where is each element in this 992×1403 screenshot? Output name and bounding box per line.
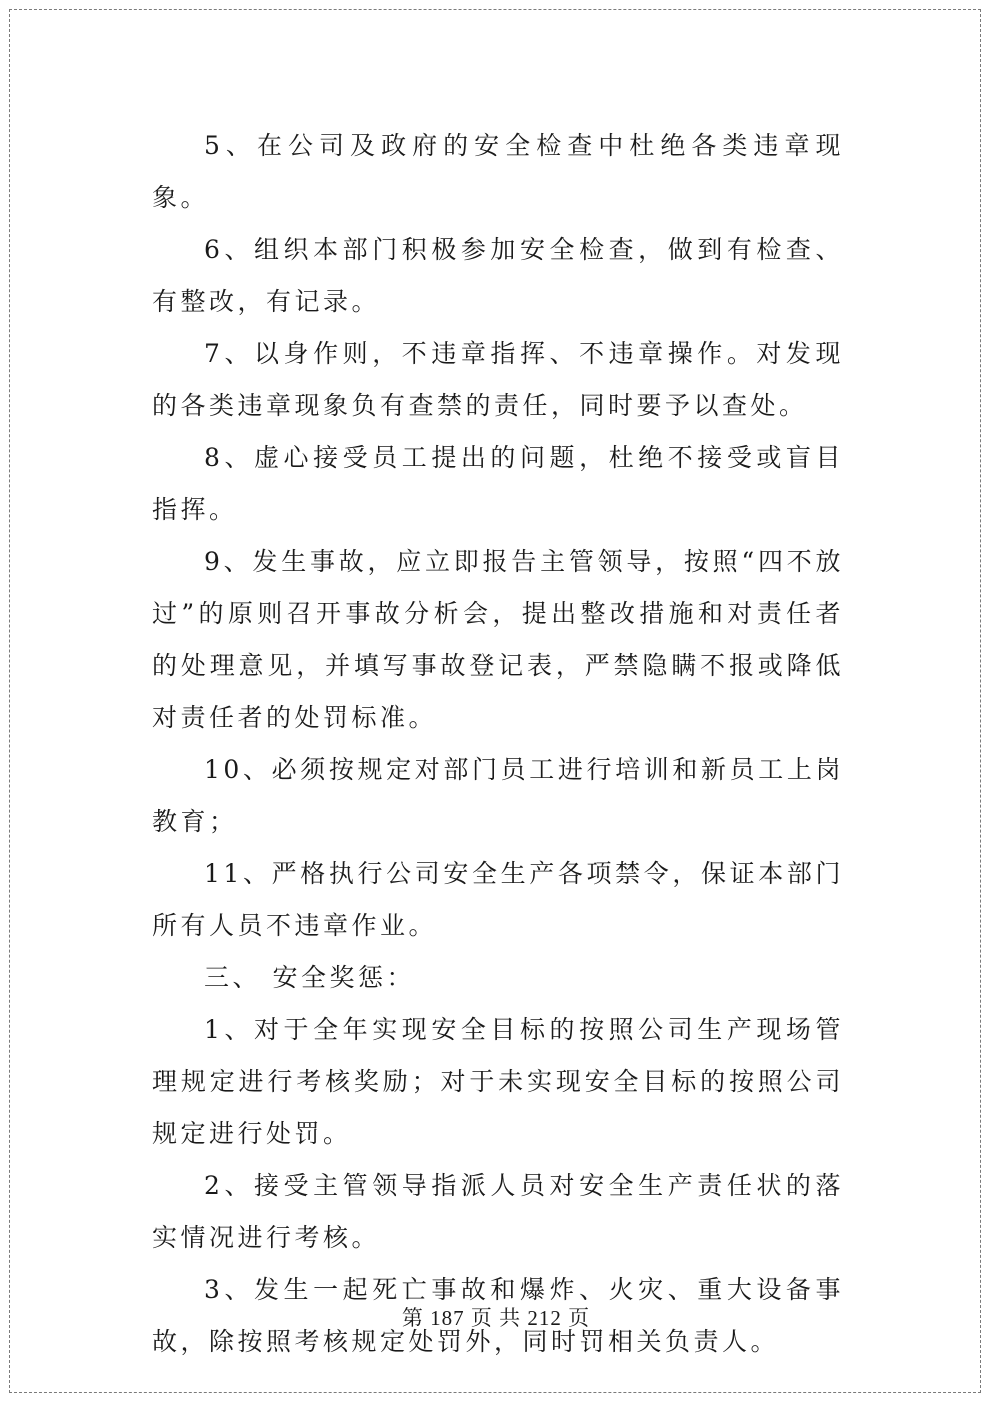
- footer-middle: 页 共: [464, 1306, 528, 1330]
- document-body: [152, 120, 844, 1368]
- page-number-footer: [0, 1303, 992, 1333]
- total-page-number: 212: [527, 1306, 562, 1330]
- current-page-number: 187: [430, 1306, 465, 1330]
- paragraph-item-6: 6、组织本部门积极参加安全检查，做到有检查、有整改，有记录。: [152, 235, 844, 316]
- paragraph-item-10: 10、必须按规定对部门员工进行培训和新员工上岗教育；: [152, 755, 844, 836]
- paragraph-item-9: 9、发生事故，应立即报告主管领导，按照“四不放过”的原则召开事故分析会，提出整改措施和对责任者的处理意见，并填写事故登记表，严禁隐瞒不报或降低对责任者的处罚标准。: [152, 547, 844, 732]
- section-heading-safety-rewards: 三、 安全奖惩：: [204, 963, 415, 992]
- footer-suffix: 页: [561, 1306, 591, 1330]
- paragraph-item-8: 8、虚心接受员工提出的问题，杜绝不接受或盲目指挥。: [152, 443, 844, 524]
- footer-prefix: 第: [401, 1306, 431, 1330]
- paragraph-item-7: 7、以身作则，不违章指挥、不违章操作。对发现的各类违章现象负有查禁的责任，同时要予以查处。: [152, 339, 844, 420]
- paragraph-reward-2: 2、接受主管领导指派人员对安全生产责任状的落实情况进行考核。: [152, 1171, 844, 1252]
- paragraph-item-5: 5、在公司及政府的安全检查中杜绝各类违章现象。: [152, 131, 844, 212]
- paragraph-reward-1: 1、对于全年实现安全目标的按照公司生产现场管理规定进行考核奖励；对于未实现安全目标的按照公司规定进行处罚。: [152, 1015, 844, 1148]
- paragraph-item-11: 11、严格执行公司安全生产各项禁令，保证本部门所有人员不违章作业。: [152, 859, 844, 940]
- paragraph-reward-3: 3、发生一起死亡事故和爆炸、火灾、重大设备事故，除按照考核规定处罚外，同时罚相关负责人。: [152, 1275, 844, 1356]
